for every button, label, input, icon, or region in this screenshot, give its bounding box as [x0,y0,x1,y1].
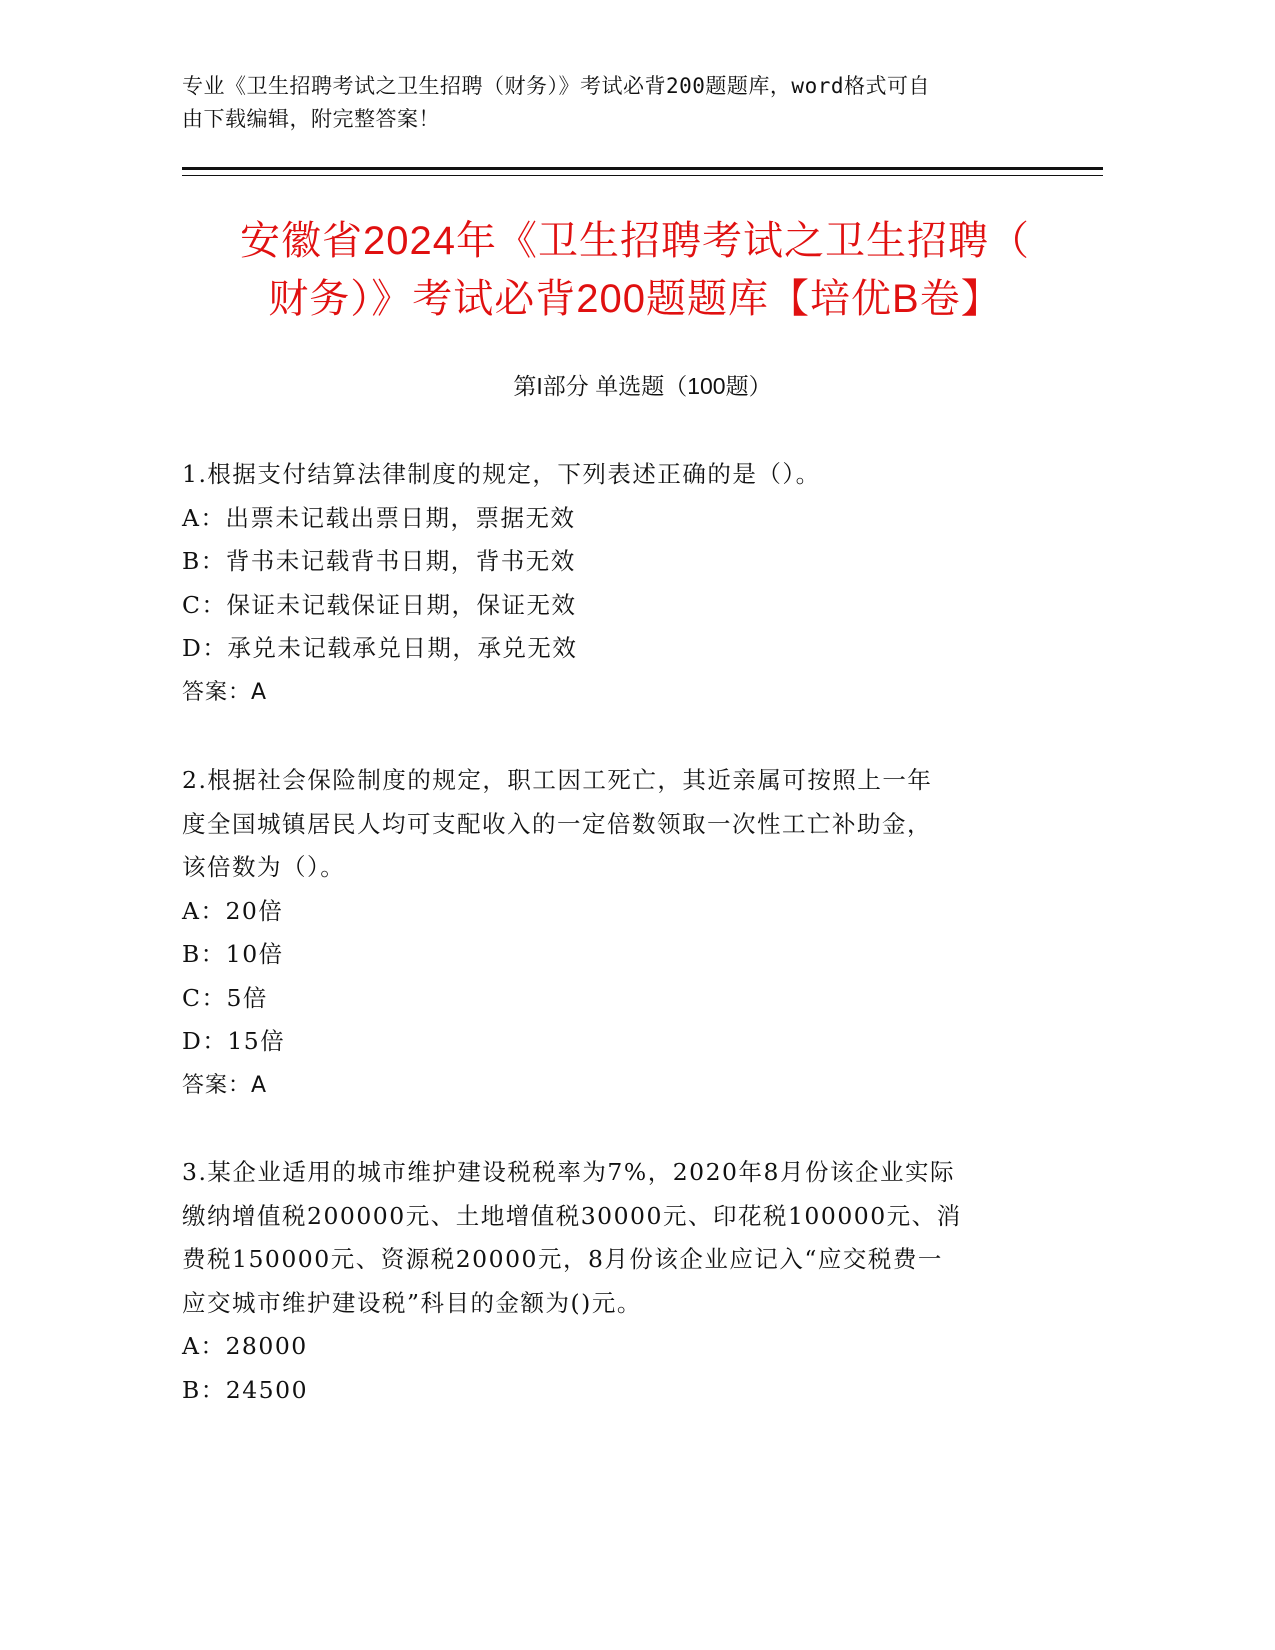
option-b: B：10倍 [182,940,284,968]
question-stem: 3.某企业适用的城市维护建设税税率为7%，2020年8月份该企业实际 [182,1158,955,1186]
question-stem: 该倍数为（）。 [182,853,346,881]
option-a: A：28000 [182,1332,308,1360]
document-title-line: 财务）》考试必背200题题库【培优B卷】 [268,277,1002,321]
option-a: A：20倍 [182,896,284,925]
header-note-line: 由下载编辑，附完整答案！ [182,107,440,131]
option-c: C：5倍 [182,983,268,1012]
question-1 [182,453,1042,714]
question-stem: 应交城市维护建设税”科目的金额为()元。 [182,1288,642,1317]
document-title-line: 安徽省2024年《卫生招聘考试之卫生招聘（ [240,219,1030,263]
option-b: B：背书未记载背书日期，背书无效 [182,547,576,575]
question-stem: 度全国城镇居民人均可支配收入的一定倍数领取一次性工亡补助金， [182,809,932,838]
option-d: D：承兑未记载承兑日期，承兑无效 [182,634,578,662]
question-2 [182,759,1042,1107]
option-a: A：出票未记载出票日期，票据无效 [182,503,576,532]
header-rule-thick [182,167,1103,170]
question-stem: 缴纳增值税200000元、土地增值税30000元、印花税100000元、消 [182,1201,962,1230]
question-stem: 2.根据社会保险制度的规定，职工因工死亡，其近亲属可按照上一年 [182,766,933,794]
option-d: D：15倍 [182,1027,286,1055]
question-stem: 1.根据支付结算法律制度的规定，下列表述正确的是（）。 [182,460,821,488]
option-c: C：保证未记载保证日期，保证无效 [182,590,577,619]
header-note-line: 专业《卫生招聘考试之卫生招聘（财务）》考试必背200题题库，word格式可自 [182,74,930,98]
question-3 [182,1151,1042,1412]
answer: 答案：A [182,1072,268,1098]
header-rule-thin [182,175,1103,176]
option-b: B：24500 [182,1375,309,1404]
header-note [182,70,1082,136]
question-stem: 费税150000元、资源税20000元，8月份该企业应记入“应交税费一 [182,1245,943,1273]
section-heading: 第I部分 单选题（100题） [513,373,772,399]
document-title [160,212,1110,328]
answer: 答案：A [182,679,268,705]
